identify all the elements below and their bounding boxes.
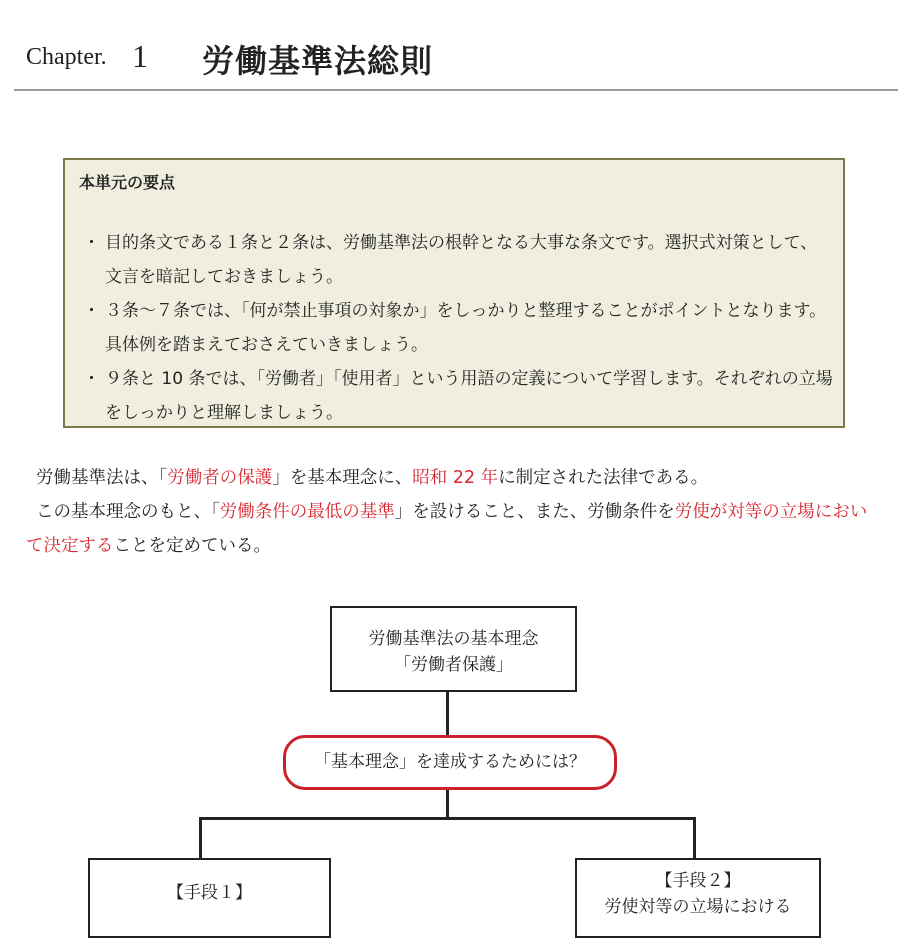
summary-point bbox=[83, 362, 833, 430]
top-box-line2: 「労働者保護」 bbox=[394, 655, 513, 675]
summary-point bbox=[83, 294, 833, 362]
right-box-line2: 労使対等の立場における bbox=[604, 897, 792, 917]
page-title: 労働基準法総則 bbox=[202, 42, 434, 80]
summary-point bbox=[83, 226, 833, 294]
body-text: この基本理念のもと、「 bbox=[36, 502, 220, 522]
chapter-label: Chapter. bbox=[26, 44, 107, 70]
connector bbox=[446, 691, 449, 736]
body-text: 」を設けること、また、労働条件を bbox=[394, 502, 675, 522]
chapter-number: 1 bbox=[132, 38, 148, 74]
body-text: ことを定めている。 bbox=[113, 536, 271, 556]
right-box-title: 【手段２】 bbox=[655, 871, 741, 891]
connector bbox=[446, 790, 449, 819]
header-divider bbox=[14, 89, 898, 91]
summary-title: 本単元の要点 bbox=[79, 173, 176, 192]
body-paragraph-2 bbox=[26, 495, 876, 563]
diagram-top-box bbox=[330, 606, 577, 692]
point-text: 目的条文である１条と２条は、労働基準法の根幹となる大事な条文です。選択式対策として、文言を暗記しておきましょう。 bbox=[105, 233, 818, 287]
summary-box bbox=[63, 158, 845, 428]
left-box-title: 【手段１】 bbox=[167, 883, 252, 903]
connector bbox=[199, 817, 202, 859]
highlighted-text: 労働者の保護 bbox=[167, 468, 273, 488]
body-text: に制定された法律である。 bbox=[498, 468, 709, 488]
question-box: 「基本理念」を達成するためには？ bbox=[283, 735, 617, 790]
bullet: ・ bbox=[83, 369, 100, 389]
bullet: ・ bbox=[83, 233, 100, 253]
body-paragraph-1 bbox=[26, 461, 876, 495]
bullet: ・ bbox=[83, 301, 100, 321]
top-box-line1: 労働基準法の基本理念 bbox=[368, 629, 539, 649]
body-text: 労働基準法は、「 bbox=[36, 468, 168, 488]
diagram-left-box bbox=[88, 858, 331, 938]
connector bbox=[693, 817, 696, 859]
point-text: ３条～７条では、「何が禁止事項の対象か」をしっかりと整理することがポイントとなります。具体例を踏まえておさえていきましょう。 bbox=[105, 301, 827, 355]
highlighted-text: 労働条件の最低の基準 bbox=[219, 502, 395, 522]
connector bbox=[199, 817, 696, 820]
highlighted-text: 労使が対等の立場において決定する bbox=[26, 502, 868, 556]
point-text: ９条と 10 条では、「労働者」「使用者」という用語の定義について学習します。それぞれの立場をしっかりと理解しましょう。 bbox=[105, 369, 833, 423]
diagram-right-box bbox=[575, 858, 821, 938]
body-text: 」を基本理念に、 bbox=[272, 468, 413, 488]
highlighted-text: 昭和 22 年 bbox=[412, 468, 499, 488]
